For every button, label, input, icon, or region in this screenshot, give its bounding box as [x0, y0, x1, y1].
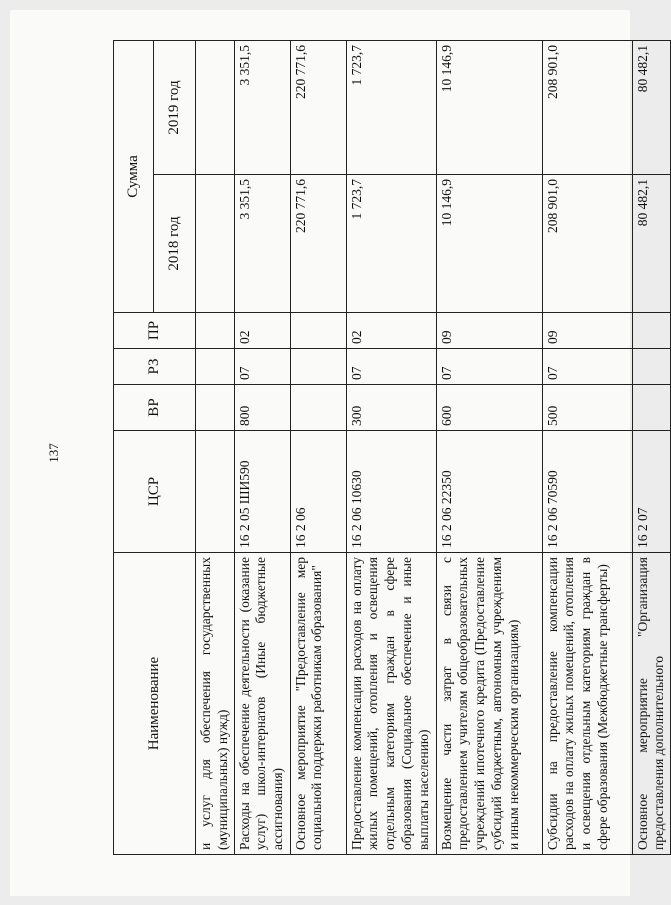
document-page — [10, 10, 667, 896]
page-number: 137 — [46, 443, 61, 463]
row-sum-2018: 1 723,7 — [346, 175, 436, 313]
row-name: Субсидии на предоставление компенсации расходов на оплату жилых помещений, отопления и освещения отдельным категориям граждан в сфере образования (Межбюджетные трансферты) — [542, 553, 632, 855]
header-2019: 2019 год — [154, 40, 196, 174]
row-name: Основное мероприятие "Организация предоставления дополнительного — [632, 553, 671, 855]
row-vr — [196, 385, 235, 431]
row-name: Предоставление компенсации расходов на оплату жилых помещений, отопления и освещения отдельным категориям граждан в сфере образования (Социальное обеспечение и иные выплаты населению) — [346, 553, 436, 855]
row-sum-2019: 10 146,9 — [436, 40, 542, 174]
table-row — [542, 40, 632, 854]
header-csr: ЦСР — [114, 431, 196, 553]
header-sum: Сумма — [114, 40, 154, 312]
row-sum-2018: 80 482,1 — [632, 175, 671, 313]
row-vr: 600 — [436, 385, 542, 431]
table-row — [436, 40, 542, 854]
header-2018: 2018 год — [154, 175, 196, 313]
row-csr: 16 2 07 — [632, 431, 671, 553]
row-sum-2018: 220 771,6 — [290, 175, 346, 313]
row-sum-2018: 3 351,5 — [234, 175, 290, 313]
row-csr: 16 2 06 — [290, 431, 346, 553]
row-pr: 02 — [346, 313, 436, 349]
row-pr: 09 — [436, 313, 542, 349]
row-sum-2019 — [196, 40, 235, 174]
table-row — [346, 40, 436, 854]
header-rz: РЗ — [114, 349, 196, 385]
row-vr: 300 — [346, 385, 436, 431]
budget-table — [113, 40, 671, 855]
row-pr: 09 — [542, 313, 632, 349]
row-sum-2018 — [196, 175, 235, 313]
row-csr — [196, 431, 235, 553]
row-vr: 500 — [542, 385, 632, 431]
row-name: Основное мероприятие "Предоставление мер социальной поддержки работникам образования" — [290, 553, 346, 855]
row-rz: 07 — [234, 349, 290, 385]
row-vr: 800 — [234, 385, 290, 431]
table-row — [632, 40, 671, 854]
row-name: Возмещение части затрат в связи с предоставлением учителям общеобразовательных учреждений ипотечного кредита (Предоставление субсидий бюджетным, автономным учреждениям и иным некоммерческим организациям) — [436, 553, 542, 855]
row-rz: 07 — [436, 349, 542, 385]
row-rz — [290, 349, 346, 385]
header-vr: ВР — [114, 385, 196, 431]
table-row — [290, 40, 346, 854]
row-sum-2018: 208 901,0 — [542, 175, 632, 313]
row-rz — [632, 349, 671, 385]
row-csr: 16 2 05 ШИ590 — [234, 431, 290, 553]
row-pr — [632, 313, 671, 349]
row-name: Расходы на обеспечение деятельности (оказание услуг) школ-интернатов (Иные бюджетные ассигнования) — [234, 553, 290, 855]
table-row — [234, 40, 290, 854]
row-csr: 16 2 06 70590 — [542, 431, 632, 553]
row-csr: 16 2 06 10630 — [346, 431, 436, 553]
table-row — [196, 40, 235, 854]
header-name: Наименование — [114, 553, 196, 855]
row-rz: 07 — [542, 349, 632, 385]
row-sum-2019: 208 901,0 — [542, 40, 632, 174]
row-sum-2019: 220 771,6 — [290, 40, 346, 174]
row-pr — [196, 313, 235, 349]
row-name: и услуг для обеспечения государственных (муниципальных) нужд) — [196, 553, 235, 855]
row-sum-2019: 1 723,7 — [346, 40, 436, 174]
row-pr — [290, 313, 346, 349]
rotated-page-content — [40, 23, 667, 883]
row-csr: 16 2 06 22350 — [436, 431, 542, 553]
row-rz — [196, 349, 235, 385]
row-sum-2018: 10 146,9 — [436, 175, 542, 313]
row-sum-2019: 3 351,5 — [234, 40, 290, 174]
row-sum-2019: 80 482,1 — [632, 40, 671, 174]
row-vr — [290, 385, 346, 431]
row-rz: 07 — [346, 349, 436, 385]
row-vr — [632, 385, 671, 431]
header-pr: ПР — [114, 313, 196, 349]
row-pr: 02 — [234, 313, 290, 349]
